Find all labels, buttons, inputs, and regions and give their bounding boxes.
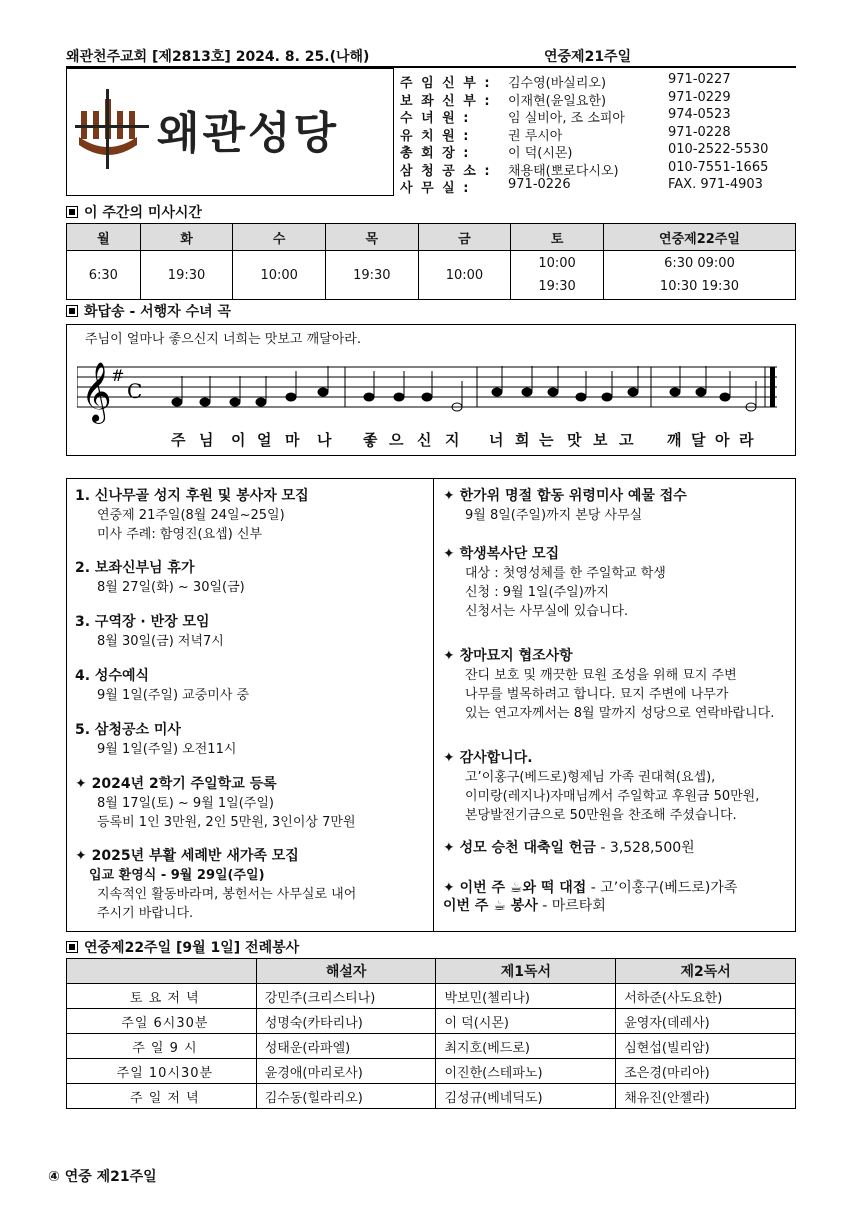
notice-value: - 마르타회 [537,898,606,914]
mass-day-header: 월 [67,224,141,251]
mass-day-header: 연중제22주일 [603,224,795,251]
mass-time-cell [511,251,604,300]
mass-title-text: 이 주간의 미사시간 [84,205,202,221]
music-note [696,388,706,396]
lyric-syllable: 보 [593,431,608,449]
notice-line: 8월 30일(금) 저녁7시 [97,634,224,649]
notice-title: ✦ 창마묘지 협조사항 [443,648,573,664]
notice-item [443,647,793,723]
notice-title: ✦ 성모 승천 대축일 헌금 - 3,528,500원 [443,840,695,856]
notice-line: 미사 주례: 함영진(요셉) 신부 [97,527,263,542]
notice-item [75,667,425,705]
staff-row [398,72,796,90]
notice-title: ✦ 이번 주 ☕와 떡 대접 - 고’이홍구(베드로)가족 [443,880,738,896]
song-section-title [66,301,231,321]
song-title-text: 화답송 - 서행자 수녀 곡 [84,304,232,320]
mass-day-header: 수 [233,224,326,251]
liturgy-minister: 이진한(스테파노) [436,1059,616,1084]
notice-value: - 고’이홍구(베드로)가족 [586,880,738,896]
liturgy-mass: 토 요 저 녁 [67,984,257,1009]
mass-time-cell [67,251,141,300]
notice-line: 지속적인 활동바라며, 봉헌서는 사무실로 내어 [97,887,357,902]
notice-item [443,897,793,916]
staff-row [398,107,796,125]
staff-phone: 974-0523 [668,107,731,122]
lyric-syllable: 주 [171,431,186,449]
liturgy-title-text: 연중제22주일 [9월 1일] 전례봉사 [84,940,300,956]
liturgy-row [67,1084,796,1109]
liturgy-mass: 주 일 저 녁 [67,1084,257,1109]
notice-line: 본당발전기금으로 50만원을 찬조해 주셨습니다. [465,808,737,823]
staff-row [398,142,796,160]
music-note [364,393,374,401]
lyric-syllable: 고 [619,431,634,449]
notice-title: 이번 주 ☕ 봉사 - 마르타회 [443,898,606,914]
staff-name: 채용태(뽀로다시오) [508,163,619,179]
notice-line: 잔디 보호 및 깨끗한 묘원 조성을 위해 묘지 주변 [465,668,737,683]
liturgy-minister: 조은경(마리아) [616,1059,796,1084]
notice-line: 9월 1일(주일) 교중미사 중 [97,688,250,703]
liturgy-header [67,959,257,984]
liturgy-header: 제2독서 [616,959,796,984]
liturgy-minister: 김수동(힐라리오) [256,1084,436,1109]
staff-phone: FAX. 971-4903 [668,177,763,192]
music-note [286,393,296,401]
psalm-score [66,324,796,456]
liturgy-row [67,1009,796,1034]
mass-time-cell [233,251,326,300]
notice-line: 8월 27일(화) ~ 30일(금) [97,580,245,595]
notice-line: 이미랑(레지나)자매님께서 주일학교 후원금 50만원, [465,789,760,804]
lyric-syllable: 깨 [667,431,682,449]
liturgy-minister: 채유진(안젤라) [616,1084,796,1109]
svg-text:C: C [127,379,143,403]
parish-name: 왜관성당 [157,108,340,159]
music-note [172,398,182,406]
liturgy-minister: 성태운(라파엘) [256,1034,436,1059]
lyric-syllable: 나 [317,431,332,449]
notice-title: 3. 구역장 · 반장 모임 [75,614,210,630]
bulletin-issue: 왜관천주교회 [제2813호] 2024. 8. 25.(나해) [66,49,370,65]
notice-item [75,559,425,597]
parish-logo-box [66,68,394,196]
staff-row [398,177,796,195]
lyric-syllable: 님 [199,431,214,449]
lyric-syllable: 달 [691,431,706,449]
staff-directory [398,68,796,196]
notice-item [443,749,793,825]
staff-role: 수 녀 원 : [400,111,471,126]
lyric-syllable: 맛 [567,431,582,449]
notice-title: 4. 성수예식 [75,668,150,684]
staff-role: 주 임 신 부 : [400,76,492,91]
liturgy-minister: 박보민(첼리나) [436,984,616,1009]
staff-name: 김수영(바실리오) [508,76,607,91]
liturgy-minister: 윤영자(데레사) [616,1009,796,1034]
bulletin-sunday: 연중제21주일 [544,49,632,65]
notice-item [443,879,793,898]
staff-row [398,125,796,143]
staff-role: 보 좌 신 부 : [400,93,492,109]
staff-role: 유 치 원 : [400,128,471,144]
mass-section-title [66,202,202,222]
liturgy-row [67,1034,796,1059]
mass-day-header: 화 [140,224,233,251]
notice-title: 5. 삼청공소 미사 [75,722,181,738]
staff-phone: 971-0227 [668,72,731,87]
lyric-syllable: 아 [715,431,730,449]
music-note [256,398,266,406]
notice-line: 있는 연고자께서는 8월 말까지 성당으로 연락바랍니다. [465,706,775,721]
notice-line: 연중제 21주일(8월 24일~25일) [97,508,285,523]
mass-time: 6:30 [88,267,118,283]
staff-name: 이 덕(시몬) [508,146,573,161]
notice-title: ✦ 학생복사단 모집 [443,546,560,562]
mass-time-cell [326,251,419,300]
liturgy-row [67,1059,796,1084]
notice-line: 주시기 바랍니다. [97,906,194,921]
liturgy-minister: 성명숙(카타리나) [256,1009,436,1034]
notice-title: ✦ 2025년 부활 세례반 새가족 모집 [75,848,299,864]
liturgy-minister: 이 덕(시몬) [436,1009,616,1034]
notice-title: 1. 신나무골 성지 후원 및 봉사자 모집 [75,488,309,504]
notice-title: ✦ 한가위 명절 합동 위령미사 예물 접수 [443,488,687,504]
lyric-syllable: 마 [285,431,300,449]
notice-line: 9월 8일(주일)까지 본당 사무실 [465,508,643,523]
music-note [318,388,328,396]
mass-time-cell [140,251,233,300]
music-note [492,388,502,396]
mass-time: 10:00 [260,267,298,283]
lyric-syllable: 희 [515,431,530,449]
staff-role: 사 무 실 : [400,181,471,196]
liturgy-minister: 김성규(베네딕도) [436,1084,616,1109]
treble-clef-icon: 𝄞 [81,362,112,422]
mass-time: 10:30 19:30 [659,279,739,294]
lyric-syllable: 이 [231,431,246,449]
staff-name: 971-0226 [508,177,571,192]
liturgy-minister: 강민주(크리스티나) [256,984,436,1009]
mass-time: 19:30 [353,267,391,283]
notice-item [75,775,425,832]
lyric-syllable: 얼 [257,431,272,449]
notices-board [66,478,796,932]
mass-day-header: 목 [326,224,419,251]
page-footer: ④ 연중 제21주일 [48,1169,157,1185]
lyric-syllable: 라 [739,431,754,449]
mass-time-cell [603,251,795,300]
notice-line: 나무를 벌목하려고 합니다. 묘지 주변에 나무가 [465,687,729,702]
liturgy-table [66,958,796,1109]
liturgy-header: 제1독서 [436,959,616,984]
svg-text:#: # [111,366,125,385]
music-note [230,398,240,406]
music-staff [77,355,787,429]
mass-schedule-table [66,223,796,300]
mass-time: 6:30 09:00 [664,256,735,271]
notice-line: 대상 : 첫영성체를 한 주일학교 학생 [465,566,666,581]
staff-name: 권 루시아 [508,128,563,144]
staff-name: 이재현(윤일요한) [508,93,607,109]
mass-day-header: 토 [511,224,604,251]
lyric-syllable: 지 [445,431,460,449]
notice-line: 8월 17일(토) ~ 9월 1일(주일) [97,796,274,811]
liturgy-minister: 심현섭(빌리암) [616,1034,796,1059]
notice-item [443,545,793,621]
notice-item [75,721,425,759]
notice-item [75,487,425,544]
notice-subtitle: 입교 환영식 - 9월 29일(주일) [89,868,265,883]
bulletin-header [66,44,796,68]
notice-line: 신청서는 사무실에 있습니다. [465,604,629,619]
staff-phone: 010-2522-5530 [668,142,769,157]
staff-phone: 971-0228 [668,124,731,140]
music-note [720,393,730,401]
staff-name: 임 실비아, 조 소피아 [508,111,625,126]
music-note [548,388,558,396]
mass-time: 19:30 [167,267,206,283]
notice-line: 고’이홍구(베드로)형제님 가족 권대혁(요셉), [465,770,716,785]
notice-item [443,487,793,525]
lyric-syllable: 너 [489,431,504,449]
staff-role: 총 회 장 : [400,146,471,161]
staff-phone: 010-7551-1665 [668,159,769,175]
psalm-caption: 주님이 얼마나 좋으신지 너희는 맛보고 깨달아라. [85,332,361,347]
liturgy-section-title [66,937,299,957]
staff-phone: 971-0229 [668,89,731,105]
music-note [576,393,586,401]
liturgy-mass: 주일 10시30분 [67,1059,257,1084]
notice-title: ✦ 2024년 2학기 주일학교 등록 [75,776,277,792]
notice-line: 등록비 1인 3만원, 2인 5만원, 3인이상 7만원 [97,815,356,830]
music-note [422,393,432,401]
liturgy-mass: 주일 6시30분 [67,1009,257,1034]
lyric-syllable: 신 [417,431,432,449]
lyric-syllable: 는 [539,431,554,449]
liturgy-mass: 주 일 9 시 [67,1034,257,1059]
staff-row [398,160,796,178]
lyric-syllable: 좋 [363,431,378,449]
music-note [670,388,680,396]
liturgy-minister: 서하준(사도요한) [616,984,796,1009]
notice-title: ✦ 감사합니다. [443,750,533,766]
staff-row [398,90,796,108]
notice-item [443,839,793,858]
music-note [602,393,612,401]
notice-title: 2. 보좌신부님 휴가 [75,560,195,576]
mass-time: 10:00 [445,267,484,283]
music-note [522,388,532,396]
notice-value: - 3,528,500원 [595,840,695,856]
mass-time: 19:30 [538,279,576,294]
mass-time-cell [418,251,511,300]
liturgy-header: 해설자 [256,959,436,984]
liturgy-minister: 윤경애(마리로사) [256,1059,436,1084]
music-note [628,388,638,396]
liturgy-row [67,984,796,1009]
notice-item [75,613,425,651]
mass-time: 10:00 [538,256,576,271]
notice-line: 신청 : 9월 1일(주일)까지 [465,585,609,600]
notice-line: 9월 1일(주일) 오전11시 [97,742,237,757]
notice-item [75,847,425,923]
parish-emblem-icon [75,89,155,179]
mass-day-header: 금 [418,224,511,251]
music-note [394,393,404,401]
staff-role: 삼 청 공 소 : [400,163,492,179]
music-note [200,398,210,406]
liturgy-minister: 최지호(베드로) [436,1034,616,1059]
lyric-syllable: 으 [389,431,404,449]
